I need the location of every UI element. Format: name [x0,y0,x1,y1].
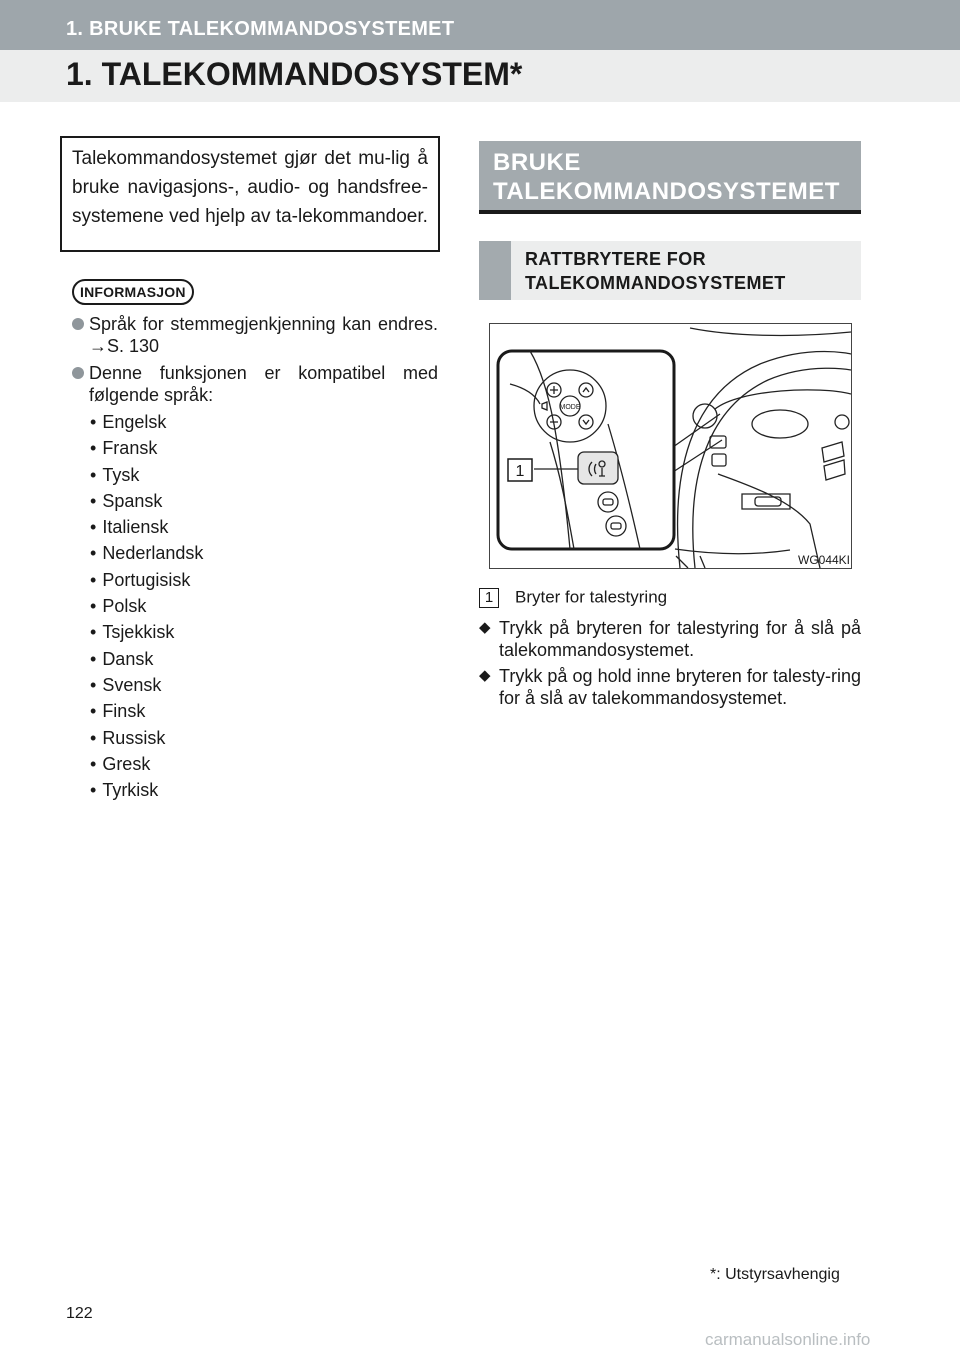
info-bullet-language [72,313,438,357]
instruction-text: Trykk på og hold inne bryteren for talesty-ring for å slå av talekommandosystemet. [499,666,861,708]
bullet-dot-icon [72,318,84,330]
info-bullet-compat [72,362,438,406]
list-item: • Engelsk [90,409,203,435]
subsection-bar [479,241,511,300]
list-item: • Finsk [90,698,203,724]
instruction-text: Trykk på bryteren for talestyring for å slå på talekommandosystemet. [499,618,861,660]
intro-text: Talekommandosystemet gjør det mu-lig å bruke navigasjons-, audio- og handsfree-systemene ved hjelp av ta-lekommandoer. [72,148,428,227]
list-item: • Portugisisk [90,567,203,593]
instruction-item [479,665,861,709]
bullet-text: Språk for stemmegjenkjenning kan endres. →S. 130 [89,314,438,356]
subsection-heading [479,241,861,300]
steering-wheel-switch-illustration [490,324,851,568]
diamond-bullet-icon: ◆ [479,667,491,684]
bullet-dot-icon [72,367,84,379]
list-item: • Tysk [90,462,203,488]
legend-row [479,587,667,608]
callout-number: 1 [515,463,525,480]
intro-box [60,136,440,252]
list-item: • Dansk [90,646,203,672]
legend-label: Bryter for talestyring [515,587,668,607]
bullet-text: Denne funksjonen er kompatibel med følgende språk: [89,363,438,405]
diamond-bullet-icon: ◆ [479,619,491,636]
list-item: • Tsjekkisk [90,619,203,645]
footnote: *: Utstyrsavhengig [710,1266,840,1283]
section-heading: BRUKE TALEKOMMANDOSYSTEMET [479,141,861,214]
list-item: • Nederlandsk [90,540,203,566]
steering-wheel-figure [489,323,852,569]
chapter-title: 1. BRUKE TALEKOMMANDOSYSTEMET [66,18,455,40]
page-number: 122 [66,1305,93,1322]
info-badge: INFORMASJON [72,279,194,305]
list-item: • Fransk [90,435,203,461]
language-list [90,409,203,803]
list-item: • Tyrkisk [90,777,203,803]
figure-code: WG044KI [798,553,851,567]
subsection-title: RATTBRYTERE FOR TALEKOMMANDOSYSTEMET [525,249,786,293]
mode-label: MODE [559,404,581,411]
list-item: • Polsk [90,593,203,619]
list-item: • Svensk [90,672,203,698]
page-title: 1. TALEKOMMANDOSYSTEM* [66,56,523,92]
list-item: • Italiensk [90,514,203,540]
legend-number: 1 [479,588,499,608]
instruction-item [479,617,861,661]
list-item: • Spansk [90,488,203,514]
list-item: • Gresk [90,751,203,777]
list-item: • Russisk [90,725,203,751]
watermark: carmanualsonline.info [705,1330,871,1349]
